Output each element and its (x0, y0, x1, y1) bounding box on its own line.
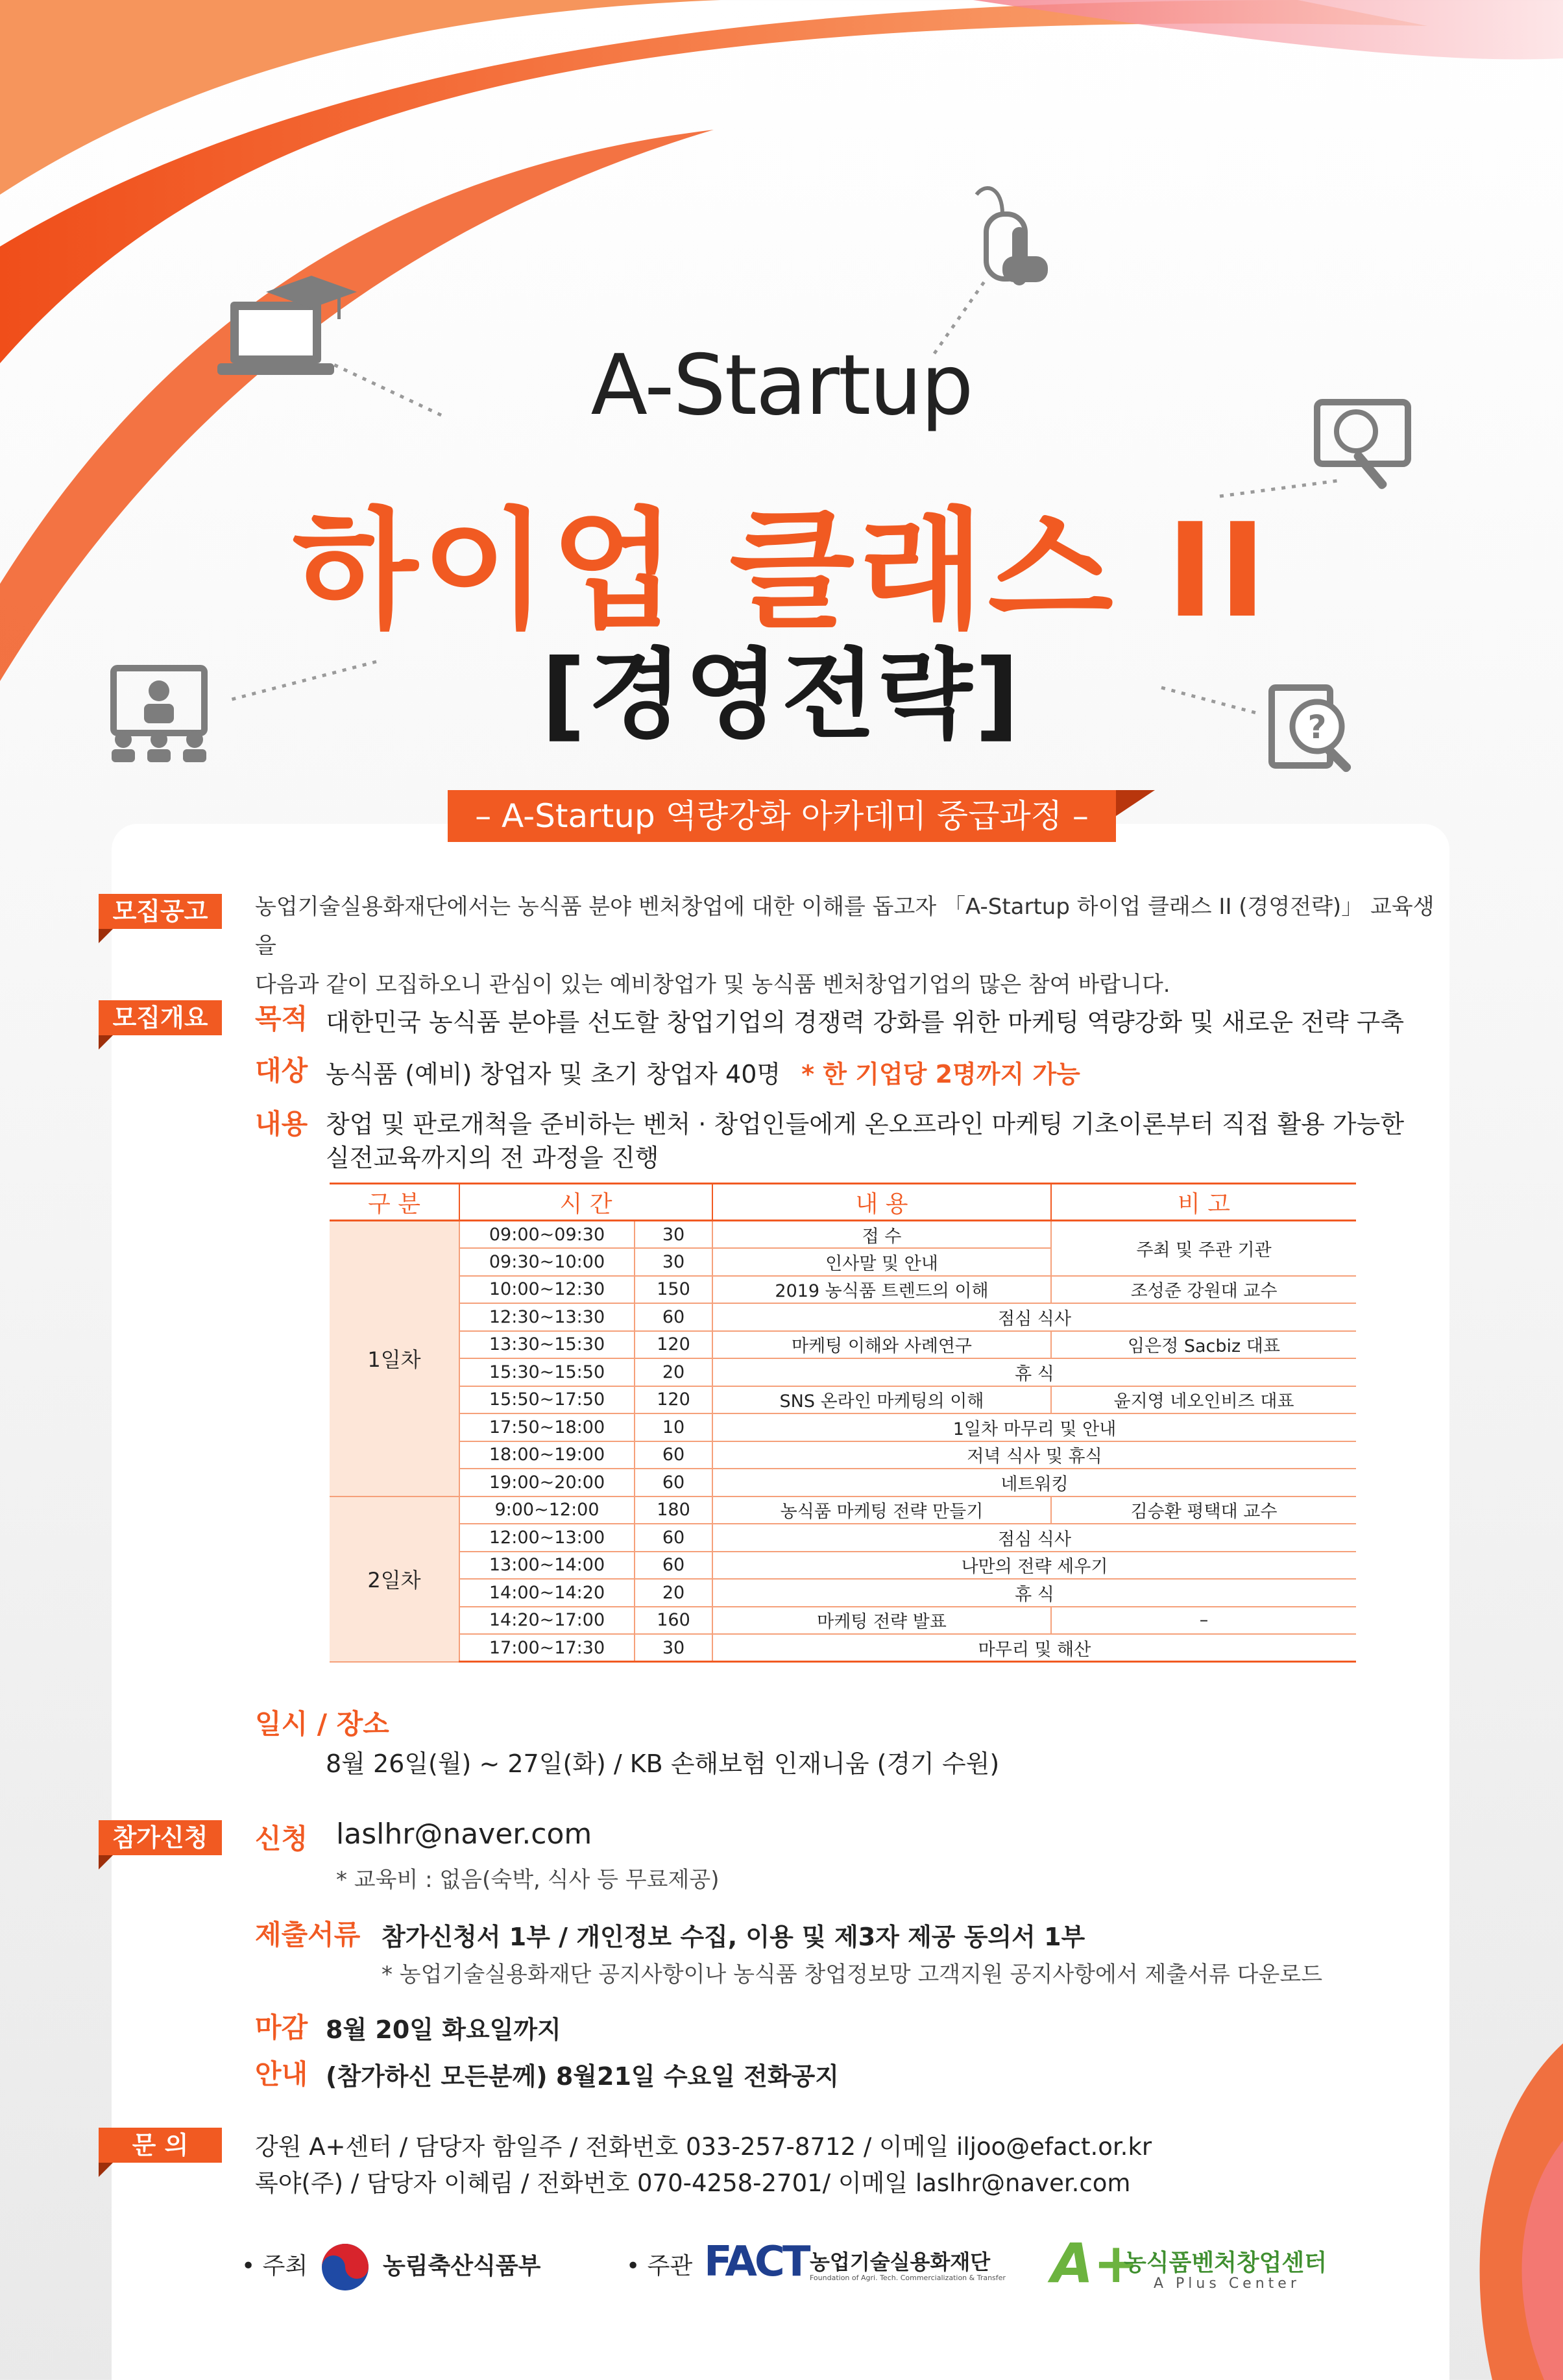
announce-text (255, 887, 1436, 1004)
notice-label: 안내 (255, 2058, 308, 2090)
content-cell: 휴 식 (712, 1579, 1356, 1607)
note-cell: – (1051, 1607, 1356, 1635)
table-row (330, 1358, 1356, 1386)
table-row (330, 1331, 1356, 1359)
content-cell: 휴 식 (712, 1358, 1356, 1386)
note-cell: 주최 및 주관 기관 (1051, 1221, 1356, 1276)
purpose-text: 대한민국 농식품 분야를 선도할 창업기업의 경쟁력 강화를 위한 마케팅 역량강화 및 새로운 전략 구축 (326, 1008, 1405, 1037)
contact-block (255, 2129, 1152, 2202)
time-cell: 18:00~19:00 (459, 1441, 635, 1469)
table-row (330, 1579, 1356, 1607)
time-cell: 12:00~13:00 (459, 1524, 635, 1552)
organizer-label: • 주관 (626, 2253, 693, 2279)
content-cell: 마케팅 전략 발표 (712, 1607, 1051, 1635)
time-cell: 14:00~14:20 (459, 1579, 635, 1607)
fact-subtitle: Foundation of Agri. Tech. Commercialization & Transfer (810, 2274, 1006, 2282)
table-row (330, 1552, 1356, 1580)
content-cell: SNS 온라인 마케팅의 이해 (712, 1386, 1051, 1414)
minutes-cell: 20 (635, 1579, 712, 1607)
announce-tag: 모집공고 (99, 894, 222, 929)
day-1-cell: 1일차 (330, 1221, 459, 1497)
content-cell: 마케팅 이해와 사례연구 (712, 1331, 1051, 1359)
apply-email[interactable]: laslhr@naver.com (336, 1818, 592, 1851)
content-text (326, 1107, 1404, 1175)
deadline-label: 마감 (255, 2012, 308, 2043)
content-line-1: 창업 및 판로개척을 준비하는 벤처 · 창업인들에게 온오프라인 마케팅 기초이론부터 직접 활용 가능한 (326, 1110, 1405, 1138)
time-cell: 09:30~10:00 (459, 1248, 635, 1276)
time-cell: 9:00~12:00 (459, 1497, 635, 1524)
minutes-cell: 60 (635, 1524, 712, 1552)
time-cell: 12:30~13:30 (459, 1303, 635, 1331)
brand-title: A-Startup (590, 337, 973, 434)
datetime-value: 8월 26일(월) ~ 27일(화) / KB 손해보험 인재니움 (경기 수원) (326, 1749, 1000, 1778)
content-line-2: 실전교육까지의 전 과정을 진행 (326, 1144, 659, 1172)
time-cell: 19:00~20:00 (459, 1469, 635, 1497)
fee-note: * 교육비 : 없음(숙박, 식사 등 무료제공) (336, 1867, 720, 1893)
schedule-table (330, 1183, 1356, 1663)
purpose-label: 목적 (255, 1003, 308, 1035)
docs-value: 참가신청서 1부 / 개인정보 수집, 이용 및 제3자 제공 동의서 1부 (382, 1923, 1085, 1951)
target-value: 농식품 (예비) 창업자 및 초기 창업자 40명 (326, 1060, 781, 1088)
minutes-cell: 10 (635, 1413, 712, 1441)
target-label: 대상 (255, 1055, 308, 1087)
minutes-cell: 180 (635, 1497, 712, 1524)
minutes-cell: 150 (635, 1276, 712, 1304)
header-time: 시 간 (459, 1184, 712, 1221)
minutes-cell: 30 (635, 1634, 712, 1662)
header-category: 구 분 (330, 1184, 459, 1221)
ministry-name: 농림축산식품부 (383, 2253, 541, 2279)
content-cell: 네트워킹 (712, 1469, 1356, 1497)
time-cell: 10:00~12:30 (459, 1276, 635, 1304)
time-cell: 15:30~15:50 (459, 1358, 635, 1386)
center-name: 농식품벤처창업센터 (1124, 2250, 1327, 2276)
time-cell: 17:00~17:30 (459, 1634, 635, 1662)
ribbon-tail (1116, 790, 1155, 816)
table-row (330, 1634, 1356, 1662)
korea-taegeuk-icon (319, 2241, 371, 2293)
minutes-cell: 60 (635, 1552, 712, 1580)
deadline-value: 8월 20일 화요일까지 (326, 2015, 561, 2044)
minutes-cell: 60 (635, 1469, 712, 1497)
table-row (330, 1413, 1356, 1441)
host-label: • 주최 (241, 2253, 308, 2279)
time-cell: 13:30~15:30 (459, 1331, 635, 1359)
table-row (330, 1469, 1356, 1497)
aplus-logo-mark: A+ (1051, 2231, 1139, 2295)
datetime-label: 일시 / 장소 (255, 1708, 389, 1740)
minutes-cell: 20 (635, 1358, 712, 1386)
content-cell: 저녁 식사 및 휴식 (712, 1441, 1356, 1469)
table-row (330, 1441, 1356, 1469)
content-cell: 농식품 마케팅 전략 만들기 (712, 1497, 1051, 1524)
content-cell: 2019 농식품 트렌드의 이해 (712, 1276, 1051, 1304)
day-2-cell: 2일차 (330, 1497, 459, 1662)
content-cell: 점심 식사 (712, 1524, 1356, 1552)
fact-name: 농업기술실용화재단 (810, 2250, 991, 2274)
overview-tag: 모집개요 (99, 1000, 222, 1035)
time-cell: 14:20~17:00 (459, 1607, 635, 1635)
note-cell: 윤지영 네오인비즈 대표 (1051, 1386, 1356, 1414)
header-content: 내 용 (712, 1184, 1051, 1221)
svg-text:?: ? (1307, 708, 1327, 746)
subtitle: [경영전략] (541, 639, 1022, 752)
table-row (330, 1524, 1356, 1552)
announce-line-2: 다음과 같이 모집하오니 관심이 있는 예비창업가 및 농식품 벤처창업기업의 많은 참여 바랍니다. (255, 972, 1170, 998)
center-subtitle: A Plus Center (1154, 2276, 1300, 2292)
table-row (330, 1497, 1356, 1524)
table-row (330, 1276, 1356, 1304)
minutes-cell: 160 (635, 1607, 712, 1635)
contact-line-1: 강원 A+센터 / 담당자 함일주 / 전화번호 033-257-8712 / 이메일 iljoo@efact.or.kr (255, 2133, 1152, 2161)
content-cell: 나만의 전략 세우기 (712, 1552, 1356, 1580)
content-cell: 점심 식사 (712, 1303, 1356, 1331)
apply-tag: 참가신청 (99, 1820, 222, 1855)
table-row (330, 1221, 1356, 1249)
note-cell: 임은정 Sacbiz 대표 (1051, 1331, 1356, 1359)
course-ribbon: – A-Startup 역량강화 아카데미 중급과정 – (448, 790, 1116, 842)
minutes-cell: 30 (635, 1248, 712, 1276)
docs-label: 제출서류 (255, 1919, 361, 1951)
target-text (326, 1054, 1080, 1090)
schedule-header-row (330, 1184, 1356, 1221)
contact-line-2: 록야(주) / 담당자 이혜림 / 전화번호 070-4258-2701/ 이메일 laslhr@naver.com (255, 2169, 1131, 2197)
table-row (330, 1303, 1356, 1331)
target-note: * 한 기업당 2명까지 가능 (801, 1060, 1080, 1088)
header-note: 비 고 (1051, 1184, 1356, 1221)
notice-value: (참가하신 모든분께) 8월21일 수요일 전화공지 (326, 2062, 840, 2091)
table-row (330, 1386, 1356, 1414)
fact-logo: FACT (704, 2238, 808, 2286)
hand-click-icon (976, 188, 1048, 285)
minutes-cell: 120 (635, 1331, 712, 1359)
time-cell: 13:00~14:00 (459, 1552, 635, 1580)
time-cell: 17:50~18:00 (459, 1413, 635, 1441)
content-cell: 접 수 (712, 1221, 1051, 1249)
content-cell: 1일차 마무리 및 안내 (712, 1413, 1356, 1441)
contact-tag: 문 의 (99, 2128, 222, 2163)
apply-label: 신청 (255, 1823, 308, 1855)
minutes-cell: 30 (635, 1221, 712, 1249)
note-cell: 김승환 평택대 교수 (1051, 1497, 1356, 1524)
content-cell: 마무리 및 해산 (712, 1634, 1356, 1662)
table-row (330, 1607, 1356, 1635)
time-cell: 09:00~09:30 (459, 1221, 635, 1249)
note-cell: 조성준 강원대 교수 (1051, 1276, 1356, 1304)
time-cell: 15:50~17:50 (459, 1386, 635, 1414)
minutes-cell: 60 (635, 1303, 712, 1331)
content-cell: 인사말 및 안내 (712, 1248, 1051, 1276)
minutes-cell: 60 (635, 1441, 712, 1469)
main-title: 하이업 클래스 II (292, 496, 1271, 647)
docs-note: * 농업기술실용화재단 공지사항이나 농식품 창업정보망 고객지원 공지사항에서 제출서류 다운로드 (382, 1962, 1323, 1988)
announce-line-1: 농업기술실용화재단에서는 농식품 분야 벤처창업에 대한 이해를 돕고자 「A-Startup 하이업 클래스 II (경영전략)」 교육생을 (255, 894, 1435, 959)
minutes-cell: 120 (635, 1386, 712, 1414)
content-label: 내용 (255, 1108, 308, 1140)
